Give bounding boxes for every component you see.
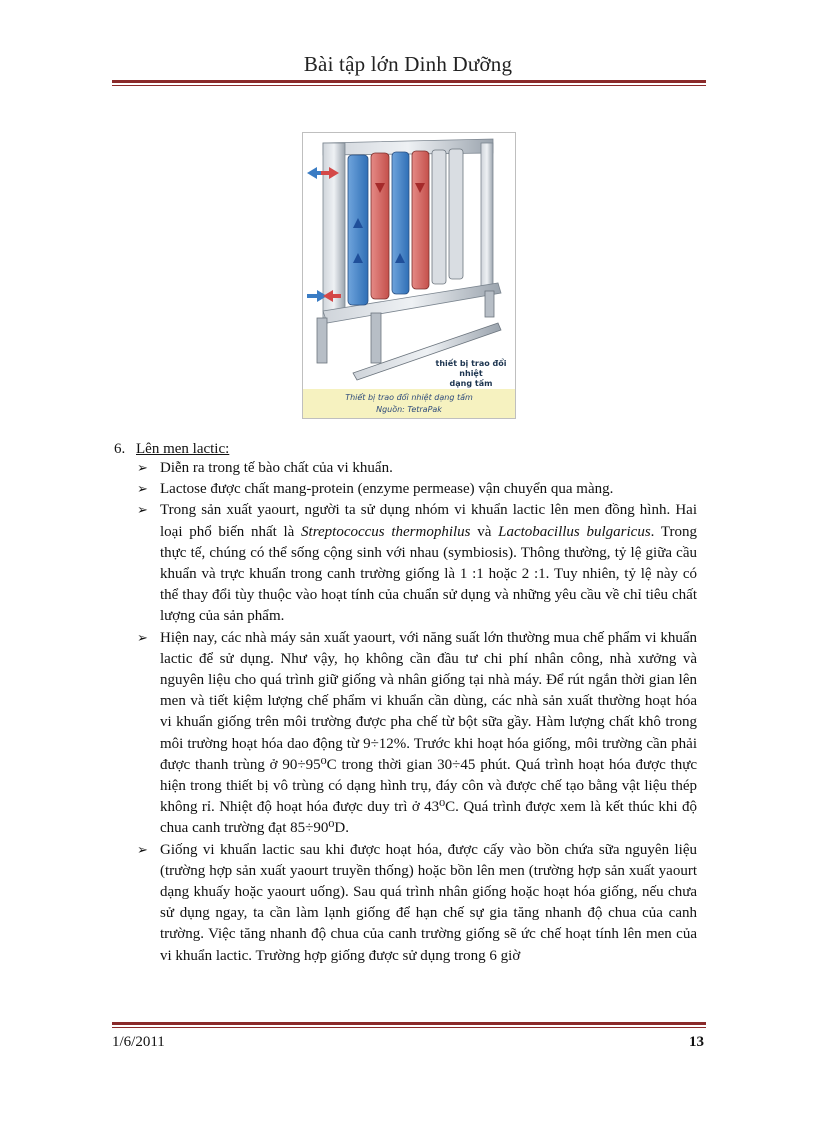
figure-caption-source: Nguồn: TetraPak (376, 405, 442, 414)
footer-date: 1/6/2011 (112, 1034, 165, 1050)
species-name: Streptococcus thermophilus (301, 523, 471, 540)
figure-callout-label (431, 359, 511, 389)
footer-rule (112, 1022, 706, 1025)
footer-rule-thin (112, 1027, 706, 1028)
section-number: 6. (114, 441, 126, 457)
arrow-bullet-icon: ➢ (137, 842, 148, 858)
arrow-bullet-icon: ➢ (137, 461, 148, 476)
list-item (137, 479, 697, 500)
list-item (137, 458, 697, 479)
list-item (137, 500, 697, 627)
page-header-title: Bài tập lớn Dinh Dưỡng (303, 52, 513, 76)
header-rule (112, 80, 706, 83)
list-item-text: và (470, 523, 499, 540)
section-heading (114, 441, 229, 458)
list-item-text: Lactose được chất mang-protein (enzyme permease) vận chuyển qua màng. (160, 481, 614, 498)
figure-caption-title: Thiết bị trao đổi nhiệt dạng tấm (345, 393, 473, 402)
list-item (137, 628, 697, 840)
list-item (137, 840, 697, 967)
list-item-text: Trong sản xuất yaourt, người ta sử dụng nhóm vi khuẩn lactic lên men đồng hình. Hai loại phổ biến nhất là (160, 502, 697, 540)
figure-caption (303, 389, 515, 418)
list-item-text: Hiện nay, các nhà máy sản xuất yaourt, với năng suất lớn thường mua chế phẩm vi khuẩn lactic để sử dụng. Như vậy, họ không cần đầu tư chi phí nhân công, nhà xưởng và nguyên liệu cho quá trình giữ giống và nhân giống tại nhà máy. Để rút ngắn thời gian lên men và tiết kiệm lượng chế phẩm vi khuẩn cần dùng, các nhà sản xuất thường hoạt hóa vi khuẩn giống trên môi trường được pha chế từ bột sữa gầy. Hàm lượng chất khô trong môi trường hoạt hóa dao động từ 9÷12%. Trước khi hoạt hóa giống, môi trường cần phải được thanh trùng ở 90÷95⁰C trong thời gian 30÷45 phút. Quá trình hoạt hóa được thực hiện trong thiết bị vô trùng có dạng hình trụ, đáy côn và được chế tạo bằng vật liệu thép không rỉ. Nhiệt độ hoạt hóa được duy trì ở 43⁰C. Quá trình được xem là kết thúc khi độ chua canh trường đạt 85÷90⁰D. (160, 629, 697, 837)
page-number: 13 (689, 1034, 704, 1050)
arrow-bullet-icon: ➢ (137, 503, 148, 519)
arrow-bullet-icon: ➢ (137, 630, 148, 646)
figure-callout-line-2: dạng tấm (449, 379, 493, 388)
header-rule-thin (112, 85, 706, 86)
heat-exchanger-figure (302, 132, 516, 419)
list-item-text: Giống vi khuẩn lactic sau khi được hoạt hóa, được cấy vào bồn chứa sữa nguyên liệu (trường hợp sản xuất yaourt truyền thống) hoặc bồn lên men (trường hợp sản xuất yaourt dạng khuấy hoặc yaourt uống). Sau quá trình nhân giống hoặc hoạt hóa giống, nếu chưa sử dụng ngay, ta cần làm lạnh giống để hạn chế sự gia tăng nhanh độ chua của canh trường. Việc tăng nhanh độ chua của canh trường giống sẽ ức chế hoạt tính lên men của vi khuẩn lactic. Trường hợp giống được sử dụng trong 6 giờ (160, 841, 697, 964)
list-item-text: Diễn ra trong tế bào chất của vi khuẩn. (160, 460, 393, 476)
figure-callout-line-1: thiết bị trao đổi nhiệt (435, 359, 507, 378)
species-name: Lactobacillus bulgaricus (498, 523, 651, 540)
arrow-bullet-icon: ➢ (137, 482, 148, 498)
section-title: Lên men lactic: (136, 441, 230, 457)
bullet-list (137, 458, 697, 967)
list-item-text: . Trong thực tế, chúng có thể sống cộng sinh với nhau (symbiosis). Thông thường, tỷ lệ giữa cầu khuẩn và trực khuẩn trong canh trường giống là 1 :1 hoặc 2 :1. Tuy nhiên, tỷ lệ này có thể thay đổi tùy thuộc vào hoạt tính của chuẩn sử dụng và những yêu cầu về chỉ tiêu chất lượng của sản phẩm. (160, 523, 697, 625)
